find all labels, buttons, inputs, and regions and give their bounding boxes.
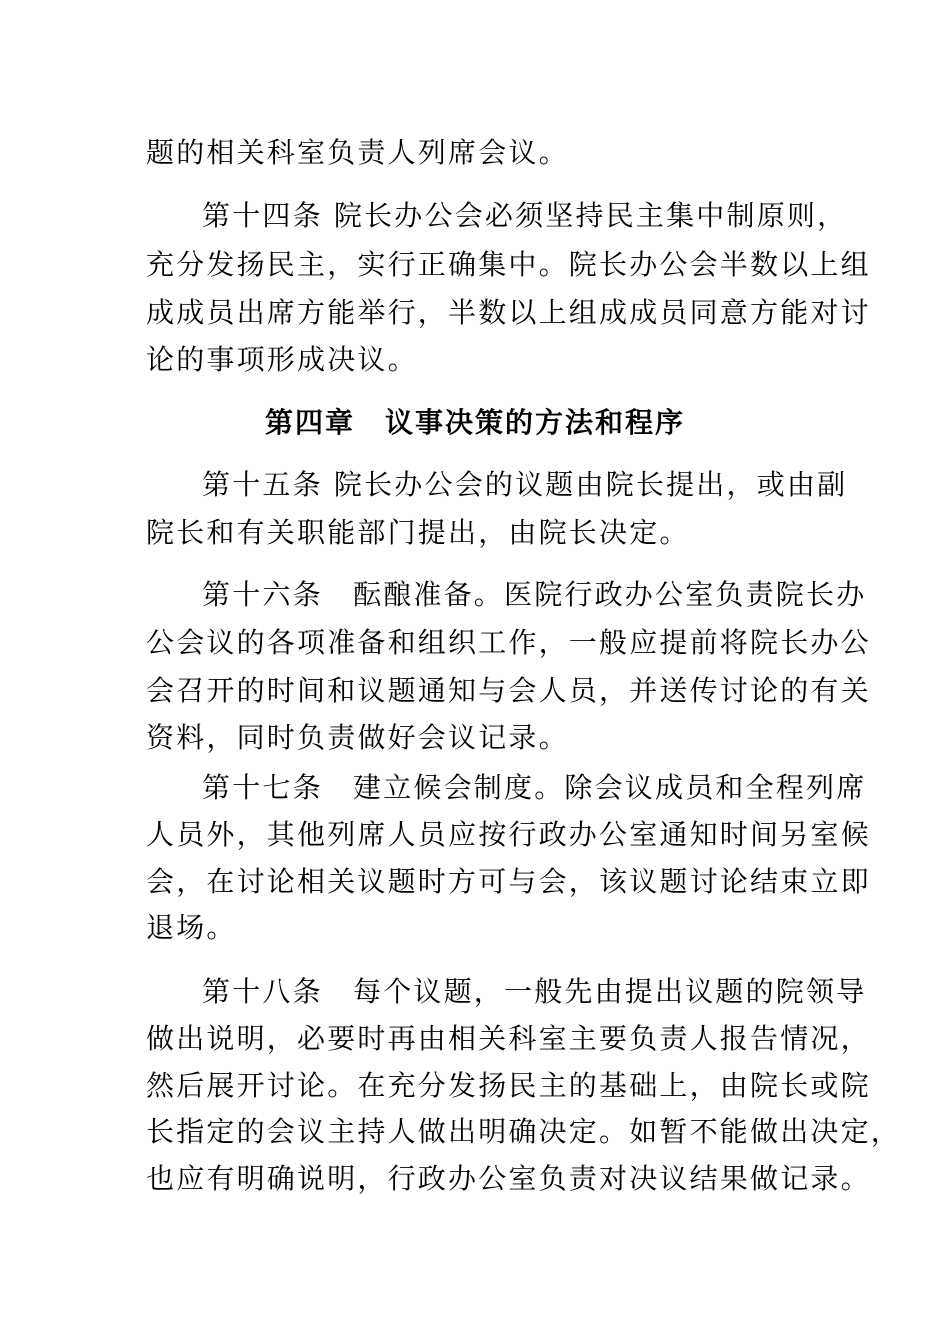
paragraph-line: 然后展开讨论。在充分发扬民主的基础上，由院长或院: [146, 1069, 871, 1102]
paragraph-line: 会召开的时间和议题通知与会人员，并送传讨论的有关: [146, 674, 871, 707]
paragraph-line: 论的事项形成决议。: [146, 343, 418, 376]
paragraph-line: 也应有明确说明，行政办公室负责对决议结果做记录。: [146, 1162, 871, 1195]
paragraph-line: 题的相关科室负责人列席会议。: [146, 136, 569, 169]
article-14-line: 第十四条 院长办公会必须坚持民主集中制原则，: [202, 199, 848, 232]
paragraph-line: 院长和有关职能部门提出，由院长决定。: [146, 516, 690, 549]
paragraph-line: 做出说明，必要时再由相关科室主要负责人报告情况，: [146, 1022, 871, 1055]
paragraph-line: 成成员出席方能举行，半数以上组成成员同意方能对讨: [146, 296, 871, 329]
paragraph-line: 资料，同时负责做好会议记录。: [146, 721, 569, 754]
paragraph-line: 人员外，其他列席人员应按行政办公室通知时间另室候: [146, 818, 871, 851]
paragraph-line: 退场。: [146, 911, 237, 944]
chapter-heading: 第四章 议事决策的方法和程序: [264, 406, 685, 439]
paragraph-line: 长指定的会议主持人做出明确决定。如暂不能做出决定，: [146, 1115, 902, 1148]
article-17-line: 第十七条 建立候会制度。除会议成员和全程列席: [202, 771, 867, 804]
article-15-line: 第十五条 院长办公会的议题由院长提出，或由副: [202, 468, 848, 501]
paragraph-line: 充分发扬民主，实行正确集中。院长办公会半数以上组: [146, 248, 871, 281]
article-18-line: 第十八条 每个议题，一般先由提出议题的院领导: [202, 975, 867, 1008]
paragraph-line: 会，在讨论相关议题时方可与会，该议题讨论结束立即: [146, 865, 871, 898]
article-16-line: 第十六条 酝酿准备。医院行政办公室负责院长办: [202, 578, 867, 611]
paragraph-line: 公会议的各项准备和组织工作，一般应提前将院长办公: [146, 626, 871, 659]
